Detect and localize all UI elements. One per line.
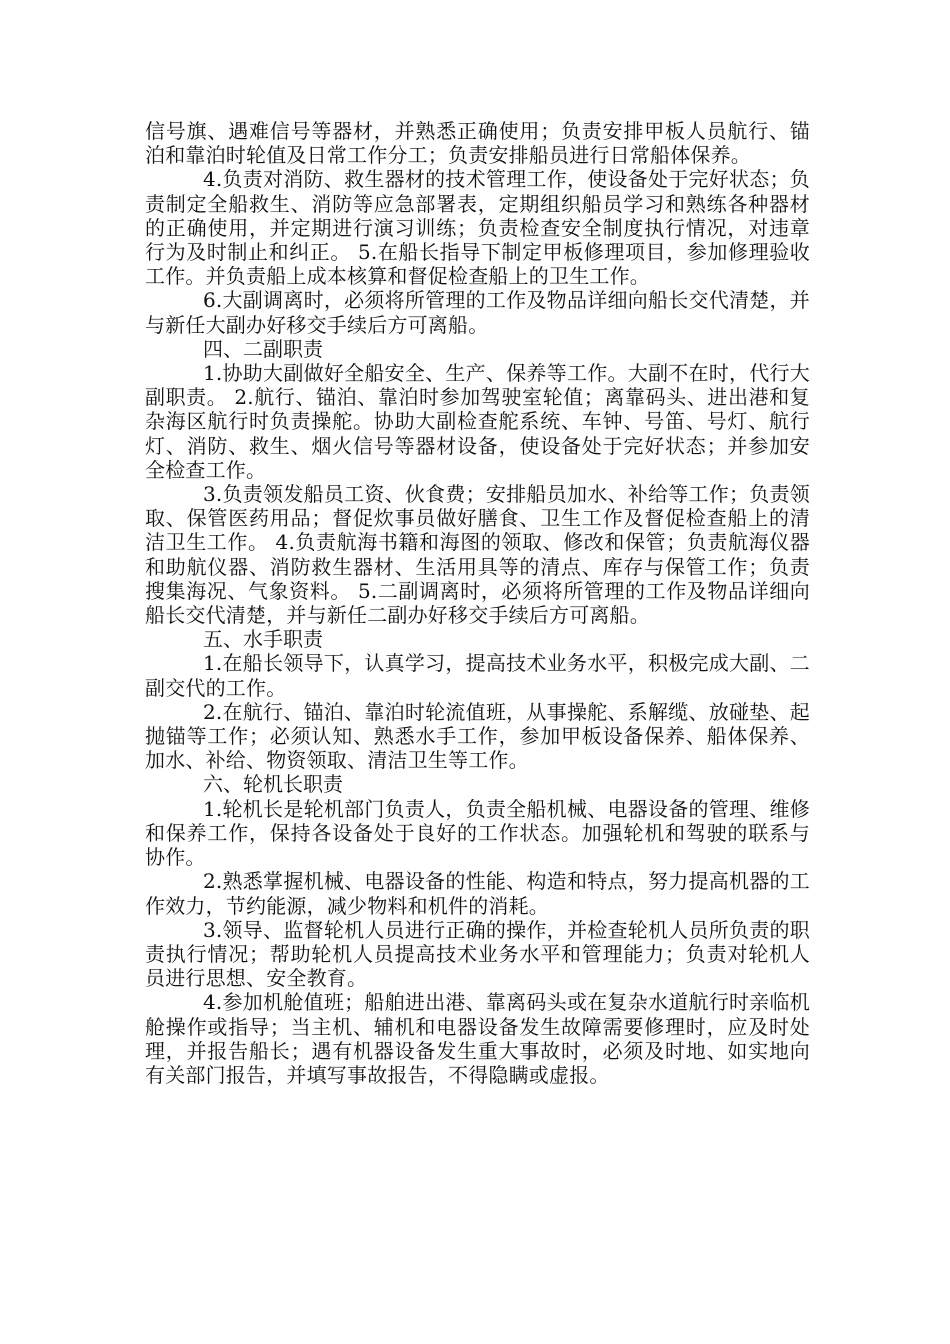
paragraph-second-mate-item-3-5: 3.负责领发船员工资、伙食费；安排船员加水、补给等工作；负责领取、保管医药用品；督促炊事员做好膳食、卫生工作及督促检查船上的清洁卫生工作。 4.负责航海书籍和海图的领取、修改和保管；负责航海仪器和助航仪器、消防救生器材、生活用具等的清点、库存与保管工作；负责搜集海况、气象资料。 5.二副调离时，必须将所管理的工作及物品详细向船长交代清楚，并与新任二副办好移交手续后方可离船。	[145, 482, 810, 628]
paragraph-chief-engineer-item-2: 2.熟悉掌握机械、电器设备的性能、构造和特点，努力提高机器的工作效力，节约能源，减少物料和机件的消耗。	[145, 869, 810, 918]
section-heading-second-mate: 四、二副职责	[203, 336, 323, 361]
paragraph-chief-engineer-item-1: 1.轮机长是轮机部门负责人，负责全船机械、电器设备的管理、维修和保养工作，保持各设备处于良好的工作状态。加强轮机和驾驶的联系与协作。	[145, 796, 810, 870]
paragraph-sailor-item-1: 1.在船长领导下，认真学习，提高技术业务水平，积极完成大副、二副交代的工作。	[145, 651, 810, 700]
paragraph-continuation: 信号旗、遇难信号等器材，并熟悉正确使用；负责安排甲板人员航行、锚泊和靠泊时轮值及日常工作分工；负责安排船员进行日常船体保养。	[145, 119, 810, 168]
paragraph-chief-mate-item-6: 6.大副调离时，必须将所管理的工作及物品详细向船长交代清楚，并与新任大副办好移交手续后方可离船。	[145, 288, 810, 337]
section-heading-chief-engineer: 六、轮机长职责	[203, 772, 343, 797]
paragraph-sailor-item-2: 2.在航行、锚泊、靠泊时轮流值班，从事操舵、系解缆、放碰垫、起抛锚等工作；必须认知、熟悉水手工作，参加甲板设备保养、船体保养、加水、补给、物资领取、清洁卫生等工作。	[145, 699, 810, 773]
paragraph-chief-mate-item-4-5: 4.负责对消防、救生器材的技术管理工作，使设备处于完好状态；负责制定全船救生、消防等应急部署表，定期组织船员学习和熟练各种器材的正确使用，并定期进行演习训练；负责检查安全制度执行情况，对违章行为及时制止和纠正。 5.在船长指导下制定甲板修理项目，参加修理验收工作。并负责船上成本核算和督促检查船上的卫生工作。	[145, 167, 810, 289]
paragraph-second-mate-item-1-2: 1.协助大副做好全船安全、生产、保养等工作。大副不在时，代行大副职责。 2.航行、锚泊、靠泊时参加驾驶室轮值；离靠码头、进出港和复杂海区航行时负责操舵。协助大副检查舵系统、车钟、号笛、号灯、航行灯、消防、救生、烟火信号等器材设备，使设备处于完好状态；并参加安全检查工作。	[145, 361, 810, 482]
paragraph-chief-engineer-item-4: 4.参加机舱值班；船舶进出港、靠离码头或在复杂水道航行时亲临机舱操作或指导；当主机、辅机和电器设备发生故障需要修理时，应及时处理，并报告船长；遇有机器设备发生重大事故时，必须及时地、如实地向有关部门报告，并填写事故报告，不得隐瞒或虚报。	[145, 990, 810, 1087]
paragraph-chief-engineer-item-3: 3.领导、监督轮机人员进行正确的操作，并检查轮机人员所负责的职责执行情况；帮助轮机人员提高技术业务水平和管理能力；负责对轮机人员进行思想、安全教育。	[145, 917, 810, 991]
document-page	[145, 119, 810, 1087]
section-heading-sailor: 五、水手职责	[203, 627, 323, 652]
